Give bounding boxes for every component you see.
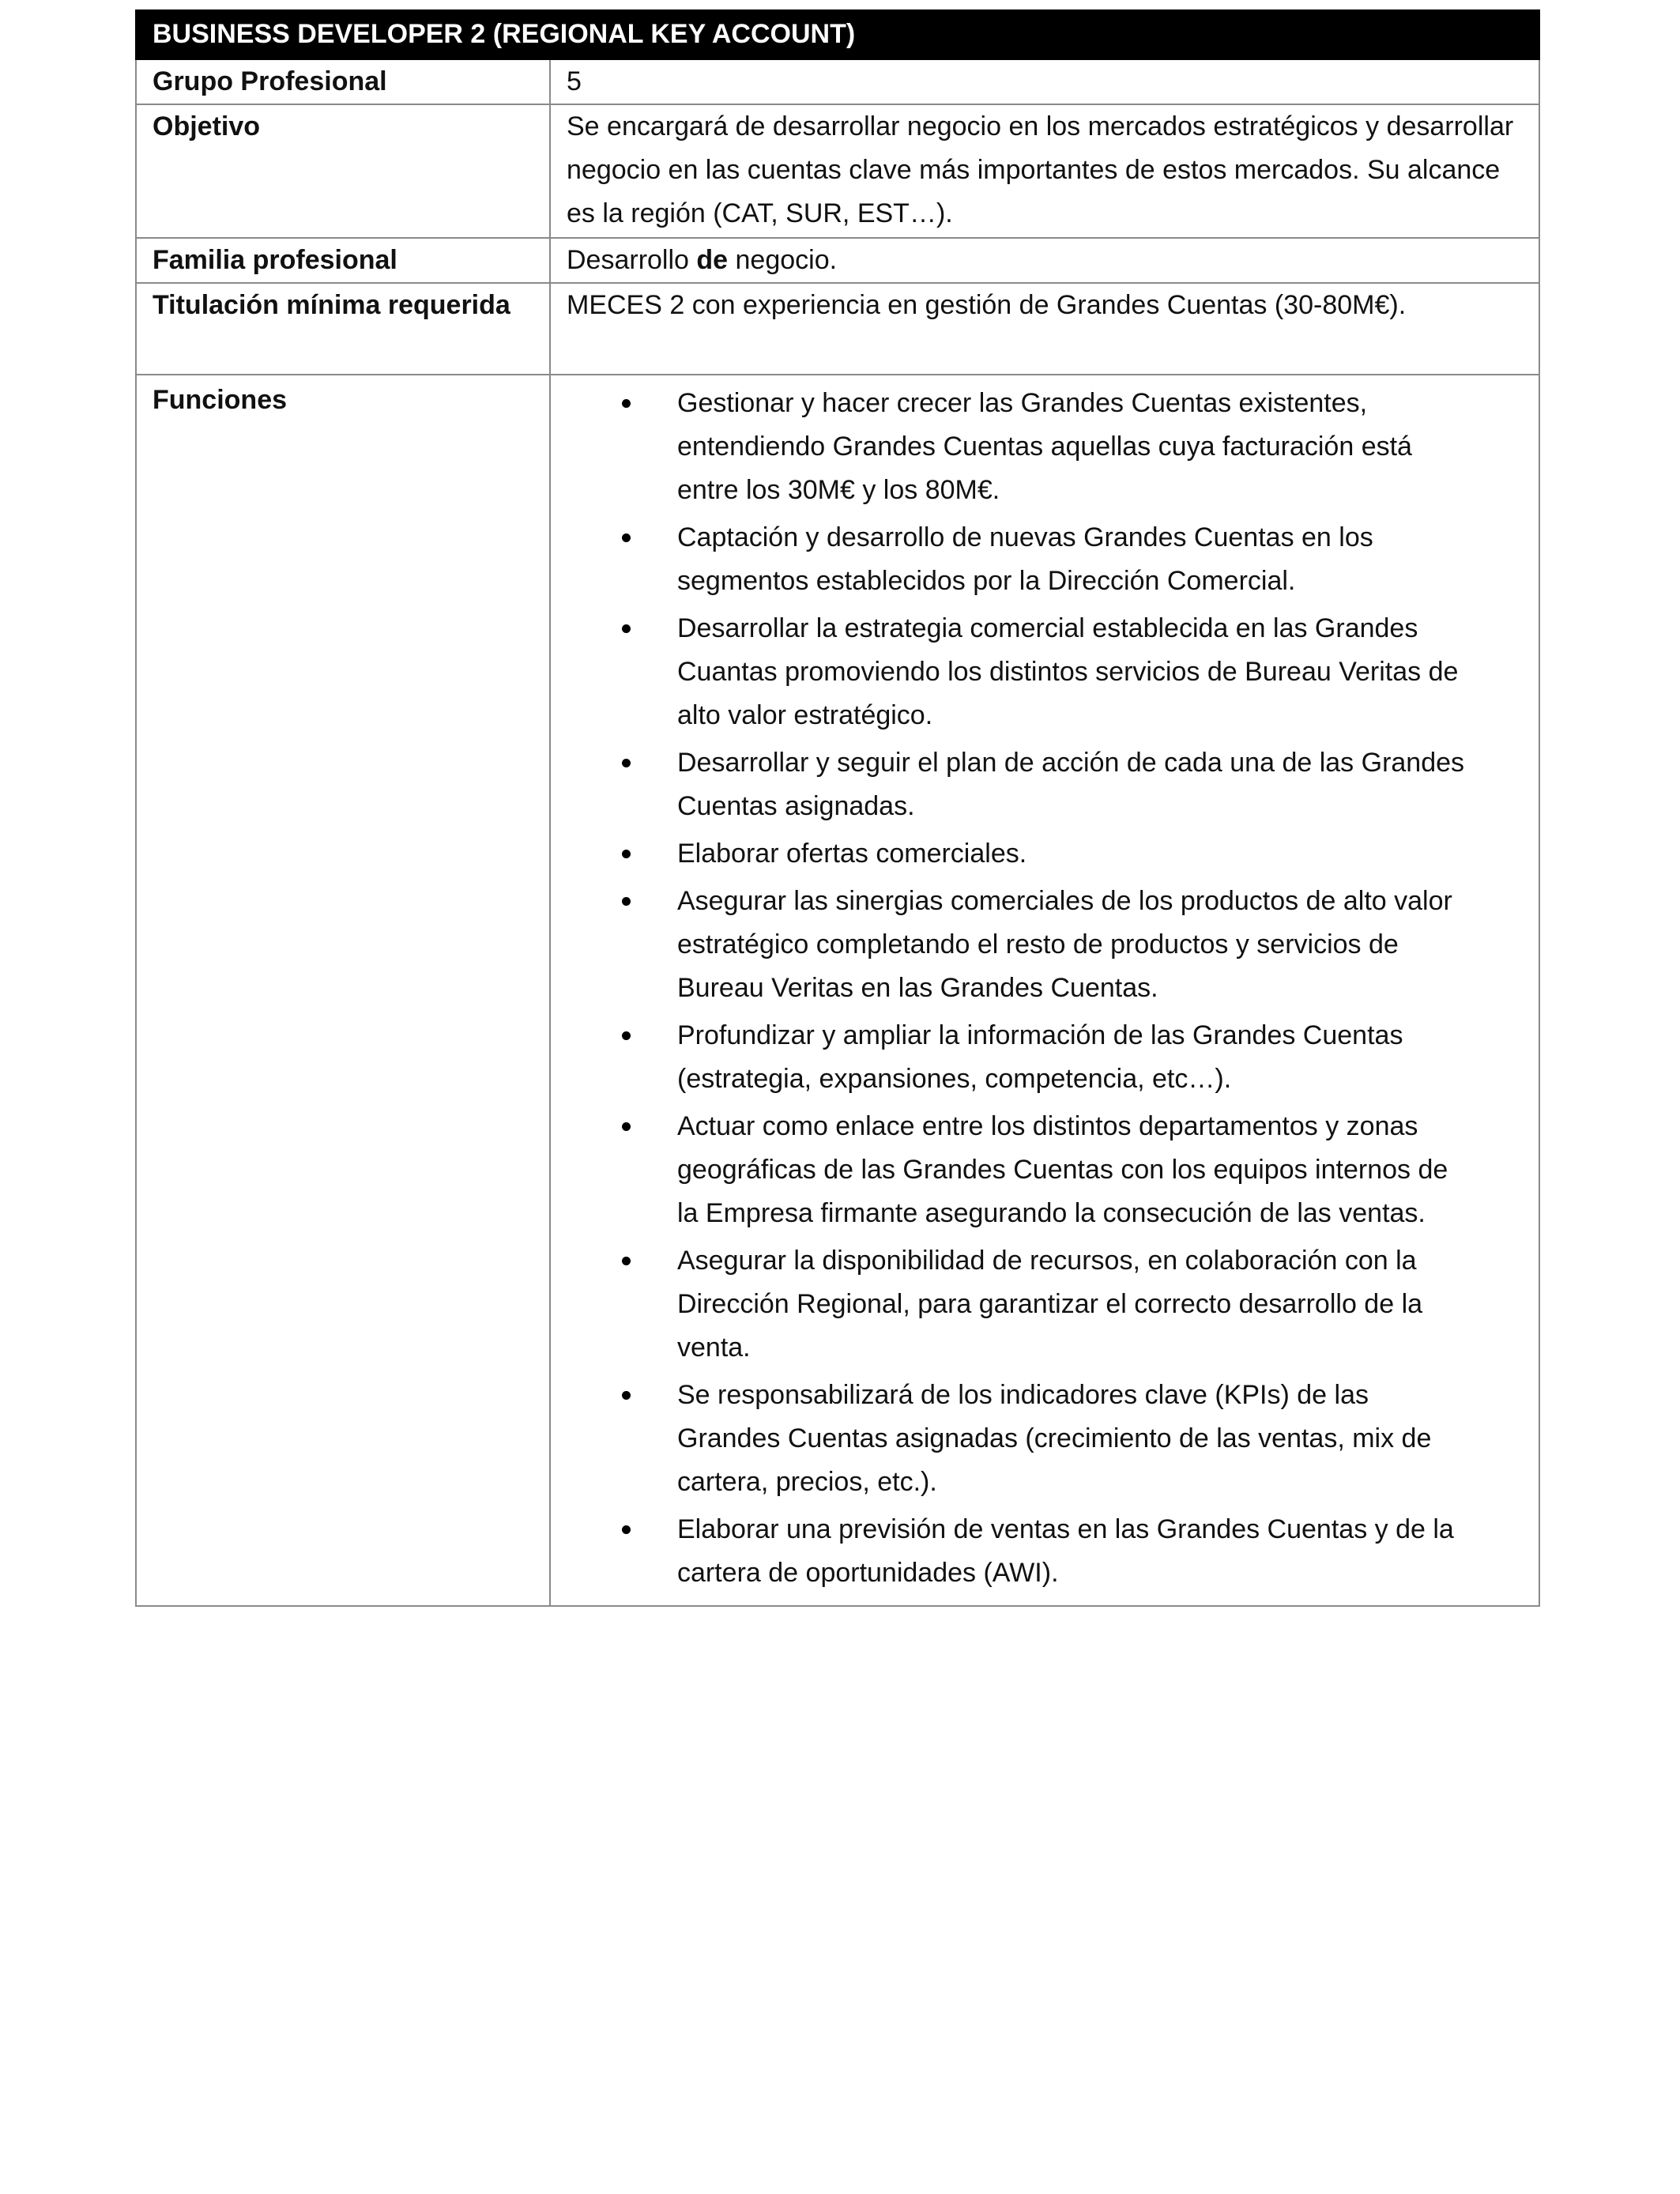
bullet-icon [622,624,631,633]
list-item [567,1239,1475,1370]
list-item-text: Asegurar las sinergias comerciales de los productos de alto valor estratégico completando el resto de productos y servicios de Bureau Veritas en las Grandes Cuentas. [677,886,1452,1003]
bullet-icon [622,759,631,767]
value-funciones [550,375,1539,1606]
title-row [136,10,1539,59]
list-item [567,1508,1475,1595]
list-item [567,516,1475,603]
list-item-text: Profundizar y ampliar la información de las Grandes Cuentas (estrategia, expansiones, competencia, etc…). [677,1020,1403,1094]
bullet-icon [622,1257,631,1265]
row-titulacion [136,283,1539,375]
list-item [567,607,1475,737]
bullet-icon [622,1525,631,1534]
label-funciones: Funciones [136,375,550,1606]
bullet-icon [622,1391,631,1400]
label-grupo-profesional: Grupo Profesional [136,59,550,104]
familia-text-after: negocio. [728,245,838,275]
value-objetivo: Se encargará de desarrollar negocio en los mercados estratégicos y desarrollar negocio en las cuentas clave más importantes de estos mercados. Su alcance es la región (CAT, SUR, EST…). [550,104,1539,238]
list-item-text: Desarrollar la estrategia comercial establecida en las Grandes Cuantas promoviendo los distintos servicios de Bureau Veritas de alto valor estratégico. [677,613,1459,730]
job-description-table [135,9,1540,1607]
list-item [567,880,1475,1010]
bullet-icon [622,897,631,906]
label-objetivo: Objetivo [136,104,550,238]
list-item-text: Se responsabilizará de los indicadores clave (KPIs) de las Grandes Cuentas asignadas (crecimiento de las ventas, mix de cartera, precios, etc.). [677,1380,1432,1497]
list-item [567,382,1475,512]
row-funciones [136,375,1539,1606]
label-titulacion: Titulación mínima requerida [136,283,550,375]
value-familia-profesional [550,238,1539,283]
familia-text-bold: de [696,245,729,275]
label-familia-profesional: Familia profesional [136,238,550,283]
value-titulacion: MECES 2 con experiencia en gestión de Grandes Cuentas (30-80M€). [550,283,1539,375]
row-objetivo [136,104,1539,238]
list-item-text: Asegurar la disponibilidad de recursos, en colaboración con la Dirección Regional, para garantizar el correcto desarrollo de la venta. [677,1246,1423,1363]
list-item [567,1374,1475,1504]
familia-text-before: Desarrollo [567,245,697,275]
list-item-text: Elaborar una previsión de ventas en las Grandes Cuentas y de la cartera de oportunidades (AWI). [677,1514,1454,1588]
bullet-icon [622,1031,631,1040]
bullet-icon [622,1122,631,1131]
value-grupo-profesional: 5 [550,59,1539,104]
row-familia-profesional [136,238,1539,283]
list-item-text: Actuar como enlace entre los distintos departamentos y zonas geográficas de las Grandes Cuentas con los equipos internos de la Empresa firmante asegurando la consecución de las ventas. [677,1111,1448,1228]
funciones-list [567,375,1523,1605]
bullet-icon [622,850,631,858]
list-item [567,1014,1475,1101]
table-title: BUSINESS DEVELOPER 2 (REGIONAL KEY ACCOUNT) [136,10,1539,59]
list-item [567,741,1475,828]
bullet-icon [622,399,631,408]
list-item [567,1105,1475,1235]
list-item-text: Captación y desarrollo de nuevas Grandes Cuentas en los segmentos establecidos por la Dirección Comercial. [677,522,1373,596]
row-grupo-profesional [136,59,1539,104]
bullet-icon [622,533,631,542]
list-item-text: Desarrollar y seguir el plan de acción de cada una de las Grandes Cuentas asignadas. [677,748,1465,821]
list-item [567,832,1475,876]
list-item-text: Gestionar y hacer crecer las Grandes Cuentas existentes, entendiendo Grandes Cuentas aquellas cuya facturación está entre los 30M€ y los 80M€. [677,388,1412,505]
list-item-text: Elaborar ofertas comerciales. [677,839,1027,869]
